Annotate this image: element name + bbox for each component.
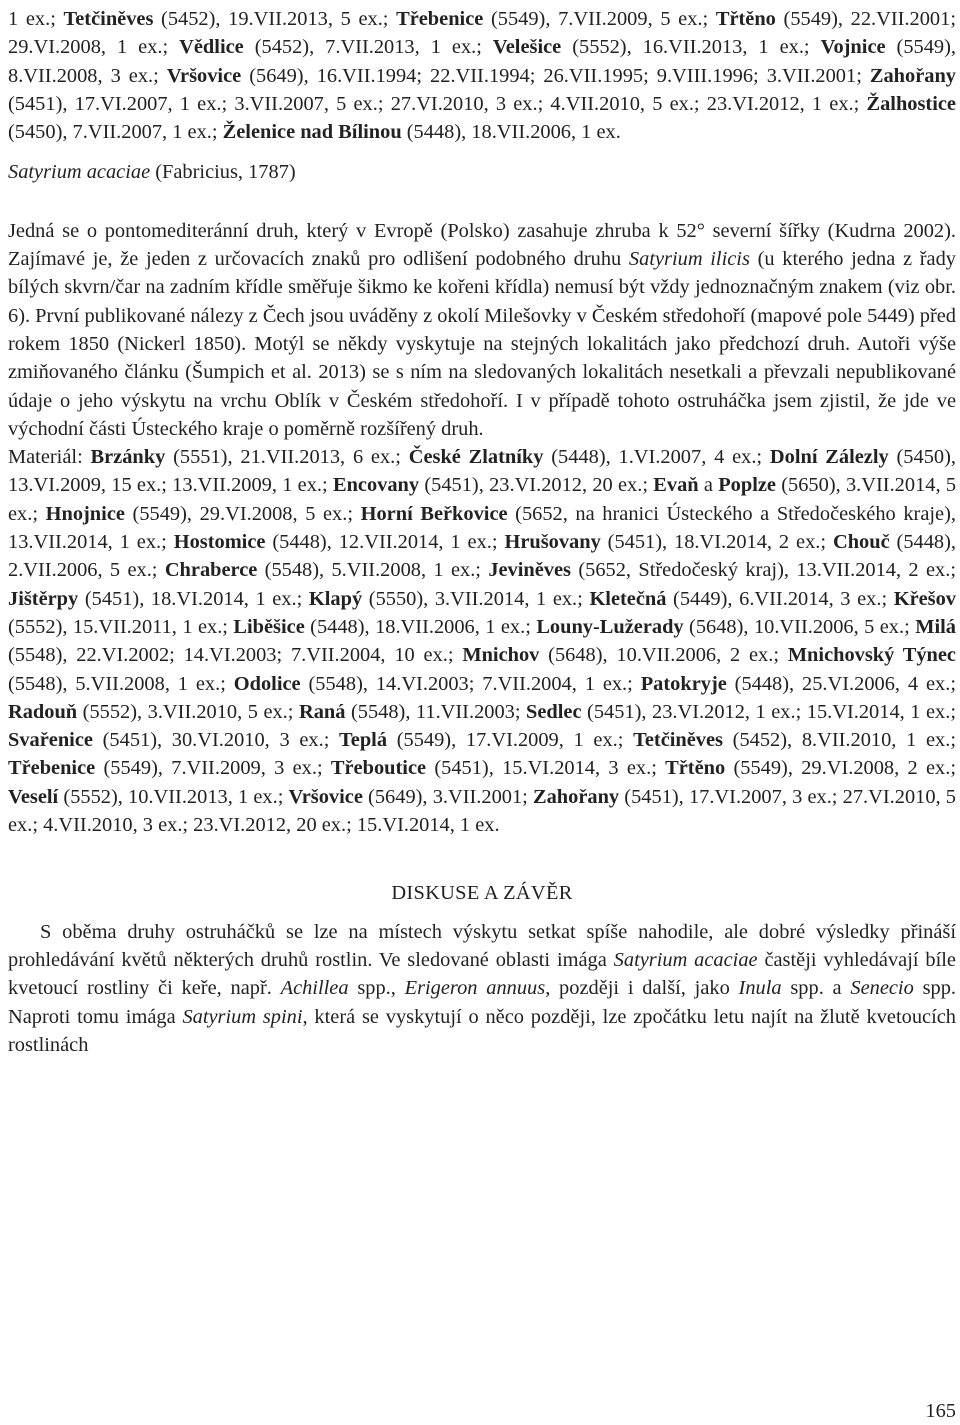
taxon-name: Senecio xyxy=(850,977,914,1000)
locality-name: Želenice nad Bílinou xyxy=(222,121,402,144)
locality-name: Louny-Lužerady xyxy=(536,615,684,638)
text-run: (5548), 14.VI.2003; 7.VII.2004, 1 ex.; xyxy=(300,672,641,695)
locality-name: Hnojnice xyxy=(45,502,125,525)
text-run: (5450), 7.VII.2007, 1 ex.; xyxy=(8,121,223,144)
locality-name: Radouň xyxy=(8,700,78,723)
locality-name: Křešov xyxy=(893,587,957,610)
text-run: (5649), 16.VII.1994; 22.VII.1994; 26.VII.1995; 9.VIII.1996; 3.VII.2001; xyxy=(241,64,870,87)
taxon-name: Satyrium acaciae xyxy=(613,948,758,971)
locality-name: Mnichovský Týnec xyxy=(787,644,956,667)
locality-name: Mnichov xyxy=(462,644,540,667)
text-run: (5552), 16.VII.2013, 1 ex.; xyxy=(561,36,821,59)
text-run: (Fabricius, 1787) xyxy=(150,161,296,184)
text-run: (5448), 2.VII.2006, 5 ex.; xyxy=(8,531,956,582)
locality-name: Tetčiněves xyxy=(63,8,154,30)
locality-name: Dolní Zálezly xyxy=(769,446,889,469)
species-body xyxy=(8,217,956,840)
locality-name: Svařenice xyxy=(8,729,93,752)
text-run: (5451), 30.VI.2010, 3 ex.; xyxy=(92,729,340,752)
locality-name: Třebenice xyxy=(8,757,96,780)
text-run: (5648), 10.VII.2006, 5 ex.; xyxy=(683,615,916,638)
locality-name: Odolice xyxy=(233,672,301,695)
text-run: (5652, na hranici Ústeckého a Středočeského kraje), 13.VII.2014, 1 ex.; xyxy=(8,502,956,554)
locality-name: Tetčiněves xyxy=(633,729,723,752)
locality-name: Zahořany xyxy=(533,785,620,808)
text-run: (5549), 7.VII.2009, 3 ex.; xyxy=(95,757,331,780)
taxon-name: Satyrium acaciae xyxy=(8,161,151,184)
text-run: , později i další, jako xyxy=(545,977,739,1000)
text-run: (5452), 7.VII.2013, 1 ex.; xyxy=(243,36,493,59)
locality-name: České Zlatníky xyxy=(408,446,544,469)
locality-name: Jeviněves xyxy=(488,559,571,582)
discussion-paragraph xyxy=(8,918,956,1059)
text-run: Jedná se o pontomediteránní druh, který v Evropě (Polsko) zasahuje zhruba k 52° severní šířky (Kudrna 2002). Zajímavé je, že jeden z určovacích znaků pro odlišení podobného druhu xyxy=(8,219,956,271)
text-run: (5549), 29.VI.2008, 2 ex.; xyxy=(725,757,956,780)
locality-name: Veselí xyxy=(8,785,59,808)
text-run: (5451), 17.VI.2007, 3 ex.; 27.VI.2010, 5 ex.; 4.VII.2010, 3 ex.; 23.VI.2012, 20 ex.; 15.VI.2014, 1 ex. xyxy=(8,785,956,837)
locality-name: Vršovice xyxy=(166,64,242,87)
text-run: (5448), 1.VI.2007, 4 ex.; xyxy=(543,446,770,469)
text-run: (5452), 19.VII.2013, 5 ex.; xyxy=(153,8,397,30)
locality-name: Vojnice xyxy=(820,36,886,59)
text-run: (5549), 8.VII.2008, 3 ex.; xyxy=(8,36,956,87)
locality-name: Třeboutice xyxy=(330,757,427,780)
species-title xyxy=(8,158,956,186)
text-run: (5652, Středočeský kraj), 13.VII.2014, 2 ex.; xyxy=(571,559,956,582)
locality-name: Kletečná xyxy=(589,587,667,610)
text-run: (5649), 3.VII.2001; xyxy=(362,785,534,808)
text-run: S oběma druhy ostruháčků se lze na místech výskytu setkat spíše nahodile, ale dobré výsledky přináší prohledávání květů některých druhů rostlin. Ve sledované oblasti imága xyxy=(8,920,956,971)
locality-name: Patokryje xyxy=(640,672,727,695)
text-run: spp. Naproti tomu imága xyxy=(8,977,956,1028)
text-run: (5549), 22.VII.2001; 29.VI.2008, 1 ex.; xyxy=(8,8,956,59)
locality-name: Vršovice xyxy=(288,785,363,808)
text-run: (5552), 3.VII.2010, 5 ex.; xyxy=(77,700,299,723)
locality-name: Třtěno xyxy=(665,757,726,780)
text-run: (5451), 15.VI.2014, 3 ex.; xyxy=(426,757,666,780)
locality-name: Hostomice xyxy=(173,531,266,554)
text-run: (5448), 12.VII.2014, 1 ex.; xyxy=(265,531,505,554)
text-run: (5648), 10.VII.2006, 2 ex.; xyxy=(539,644,788,667)
text-run: častěji vyhledávají bíle kvetoucí rostliny či keře, např. xyxy=(8,948,956,1000)
locality-name: Chraberce xyxy=(164,559,258,582)
taxon-name: Erigeron annuus xyxy=(404,977,546,1000)
text-run: (5550), 3.VII.2014, 1 ex.; xyxy=(362,587,590,610)
text-run: (5548), 11.VII.2003; xyxy=(345,700,527,723)
taxon-name: Inula xyxy=(738,977,782,1000)
locality-name: Poplze xyxy=(718,474,776,497)
locality-name: Liběšice xyxy=(233,615,305,638)
text-run: a xyxy=(698,474,719,497)
text-run: (5452), 8.VII.2010, 1 ex.; xyxy=(722,729,956,752)
records-continuation xyxy=(8,5,956,146)
locality-name: Evaň xyxy=(653,474,699,497)
text-run: (5650), 3.VII.2014, 5 ex.; xyxy=(8,474,957,525)
locality-name: Vědlice xyxy=(179,36,244,59)
text-run: (u kterého jedna z řady bílých skvrn/čar na zadním křídle směřuje šikmo ke kořeni křídla) nemusí být vždy jednoznačným znakem (viz obr. 6). První publikované nálezy z Čech jsou uváděny z okolí Milešovky v Českém středohoří (mapové pole 5449) před rokem 1850 (Nickerl 1850). Motýl se někdy vyskytuje na stejných lokalitách jako předchozí druh. Autoři výše zmiňovaného článku (Šumpich et al. 2013) se s ním na sledovaných lokalitách nesetkali a převzali nepublikované údaje o jeho výskytu na vrchu Oblík v Českém středohoří. I v případě tohoto ostruháčka jsem zjistil, že jde ve východní části Ústeckého kraje o poměrně rozšířený druh. xyxy=(8,248,956,440)
locality-name: Teplá xyxy=(339,729,388,752)
text-run: (5448), 18.VII.2006, 1 ex.; xyxy=(304,615,537,638)
text-run: (5448), 25.VI.2006, 4 ex.; xyxy=(726,672,956,695)
text-run: , která se vyskytují o něco později, lze zpočátku letu najít na žlutě kvetoucích rostlinách xyxy=(8,1005,956,1056)
text-run: Materiál: xyxy=(8,446,91,469)
text-run: (5552), 15.VII.2011, 1 ex.; xyxy=(8,615,234,638)
text-run: (5451), 17.VI.2007, 1 ex.; 3.VII.2007, 5 ex.; 27.VI.2010, 3 ex.; 4.VII.2010, 5 ex.; 23.VI.2012, 1 ex.; xyxy=(8,92,867,115)
locality-name: Hrušovany xyxy=(504,531,601,554)
material-list xyxy=(8,443,956,839)
locality-name: Brzánky xyxy=(90,446,166,469)
text-run: (5551), 21.VII.2013, 6 ex.; xyxy=(165,446,409,469)
locality-name: Žalhostice xyxy=(866,92,956,115)
locality-name: Milá xyxy=(915,615,956,638)
text-run: 1 ex.; xyxy=(8,8,64,30)
text-run: (5548), 5.VII.2008, 1 ex.; xyxy=(257,559,489,582)
text-run: (5451), 23.VI.2012, 1 ex.; 15.VI.2014, 1 ex.; xyxy=(581,700,956,723)
text-run: (5451), 23.VI.2012, 20 ex.; xyxy=(419,474,654,497)
text-run: (5548), 22.VI.2002; 14.VI.2003; 7.VII.2004, 10 ex.; xyxy=(8,644,463,667)
text-run: (5451), 18.VI.2014, 1 ex.; xyxy=(78,587,309,610)
section-heading: DISKUSE A ZÁVĚR xyxy=(391,882,573,905)
document-page xyxy=(8,0,956,1059)
page-number: 165 xyxy=(925,1400,956,1422)
text-run: (5449), 6.VII.2014, 3 ex.; xyxy=(666,587,894,610)
taxon-name: Satyrium ilicis xyxy=(628,248,750,271)
text-run: (5549), 17.VI.2009, 1 ex.; xyxy=(387,729,634,752)
locality-name: Velešice xyxy=(492,36,562,59)
text-run: (5549), 7.VII.2009, 5 ex.; xyxy=(483,8,716,30)
text-run: (5548), 5.VII.2008, 1 ex.; xyxy=(8,672,234,695)
locality-name: Horní Beřkovice xyxy=(360,502,508,525)
text-run: (5451), 18.VI.2014, 2 ex.; xyxy=(600,531,833,554)
locality-name: Encovany xyxy=(332,474,420,497)
text-run: (5448), 18.VII.2006, 1 ex. xyxy=(401,121,621,144)
text-run: (5450), 13.VI.2009, 15 ex.; 13.VII.2009, 1 ex.; xyxy=(8,446,956,497)
species-description xyxy=(8,217,956,443)
locality-name: Klapý xyxy=(308,587,363,610)
text-run: (5549), 29.VI.2008, 5 ex.; xyxy=(124,502,361,525)
locality-name: Jištěrpy xyxy=(8,587,79,610)
taxon-name: Satyrium spini xyxy=(182,1005,303,1028)
text-run: spp. a xyxy=(781,977,851,1000)
text-run: (5552), 10.VII.2013, 1 ex.; xyxy=(58,785,289,808)
locality-name: Třebenice xyxy=(396,8,484,30)
locality-name: Sedlec xyxy=(526,700,582,723)
taxon-name: Achillea xyxy=(280,977,349,1000)
locality-name: Zahořany xyxy=(869,64,957,87)
locality-name: Raná xyxy=(298,700,346,723)
locality-name: Chouč xyxy=(832,531,890,554)
locality-name: Třtěno xyxy=(715,8,776,30)
text-run: spp., xyxy=(348,977,405,1000)
